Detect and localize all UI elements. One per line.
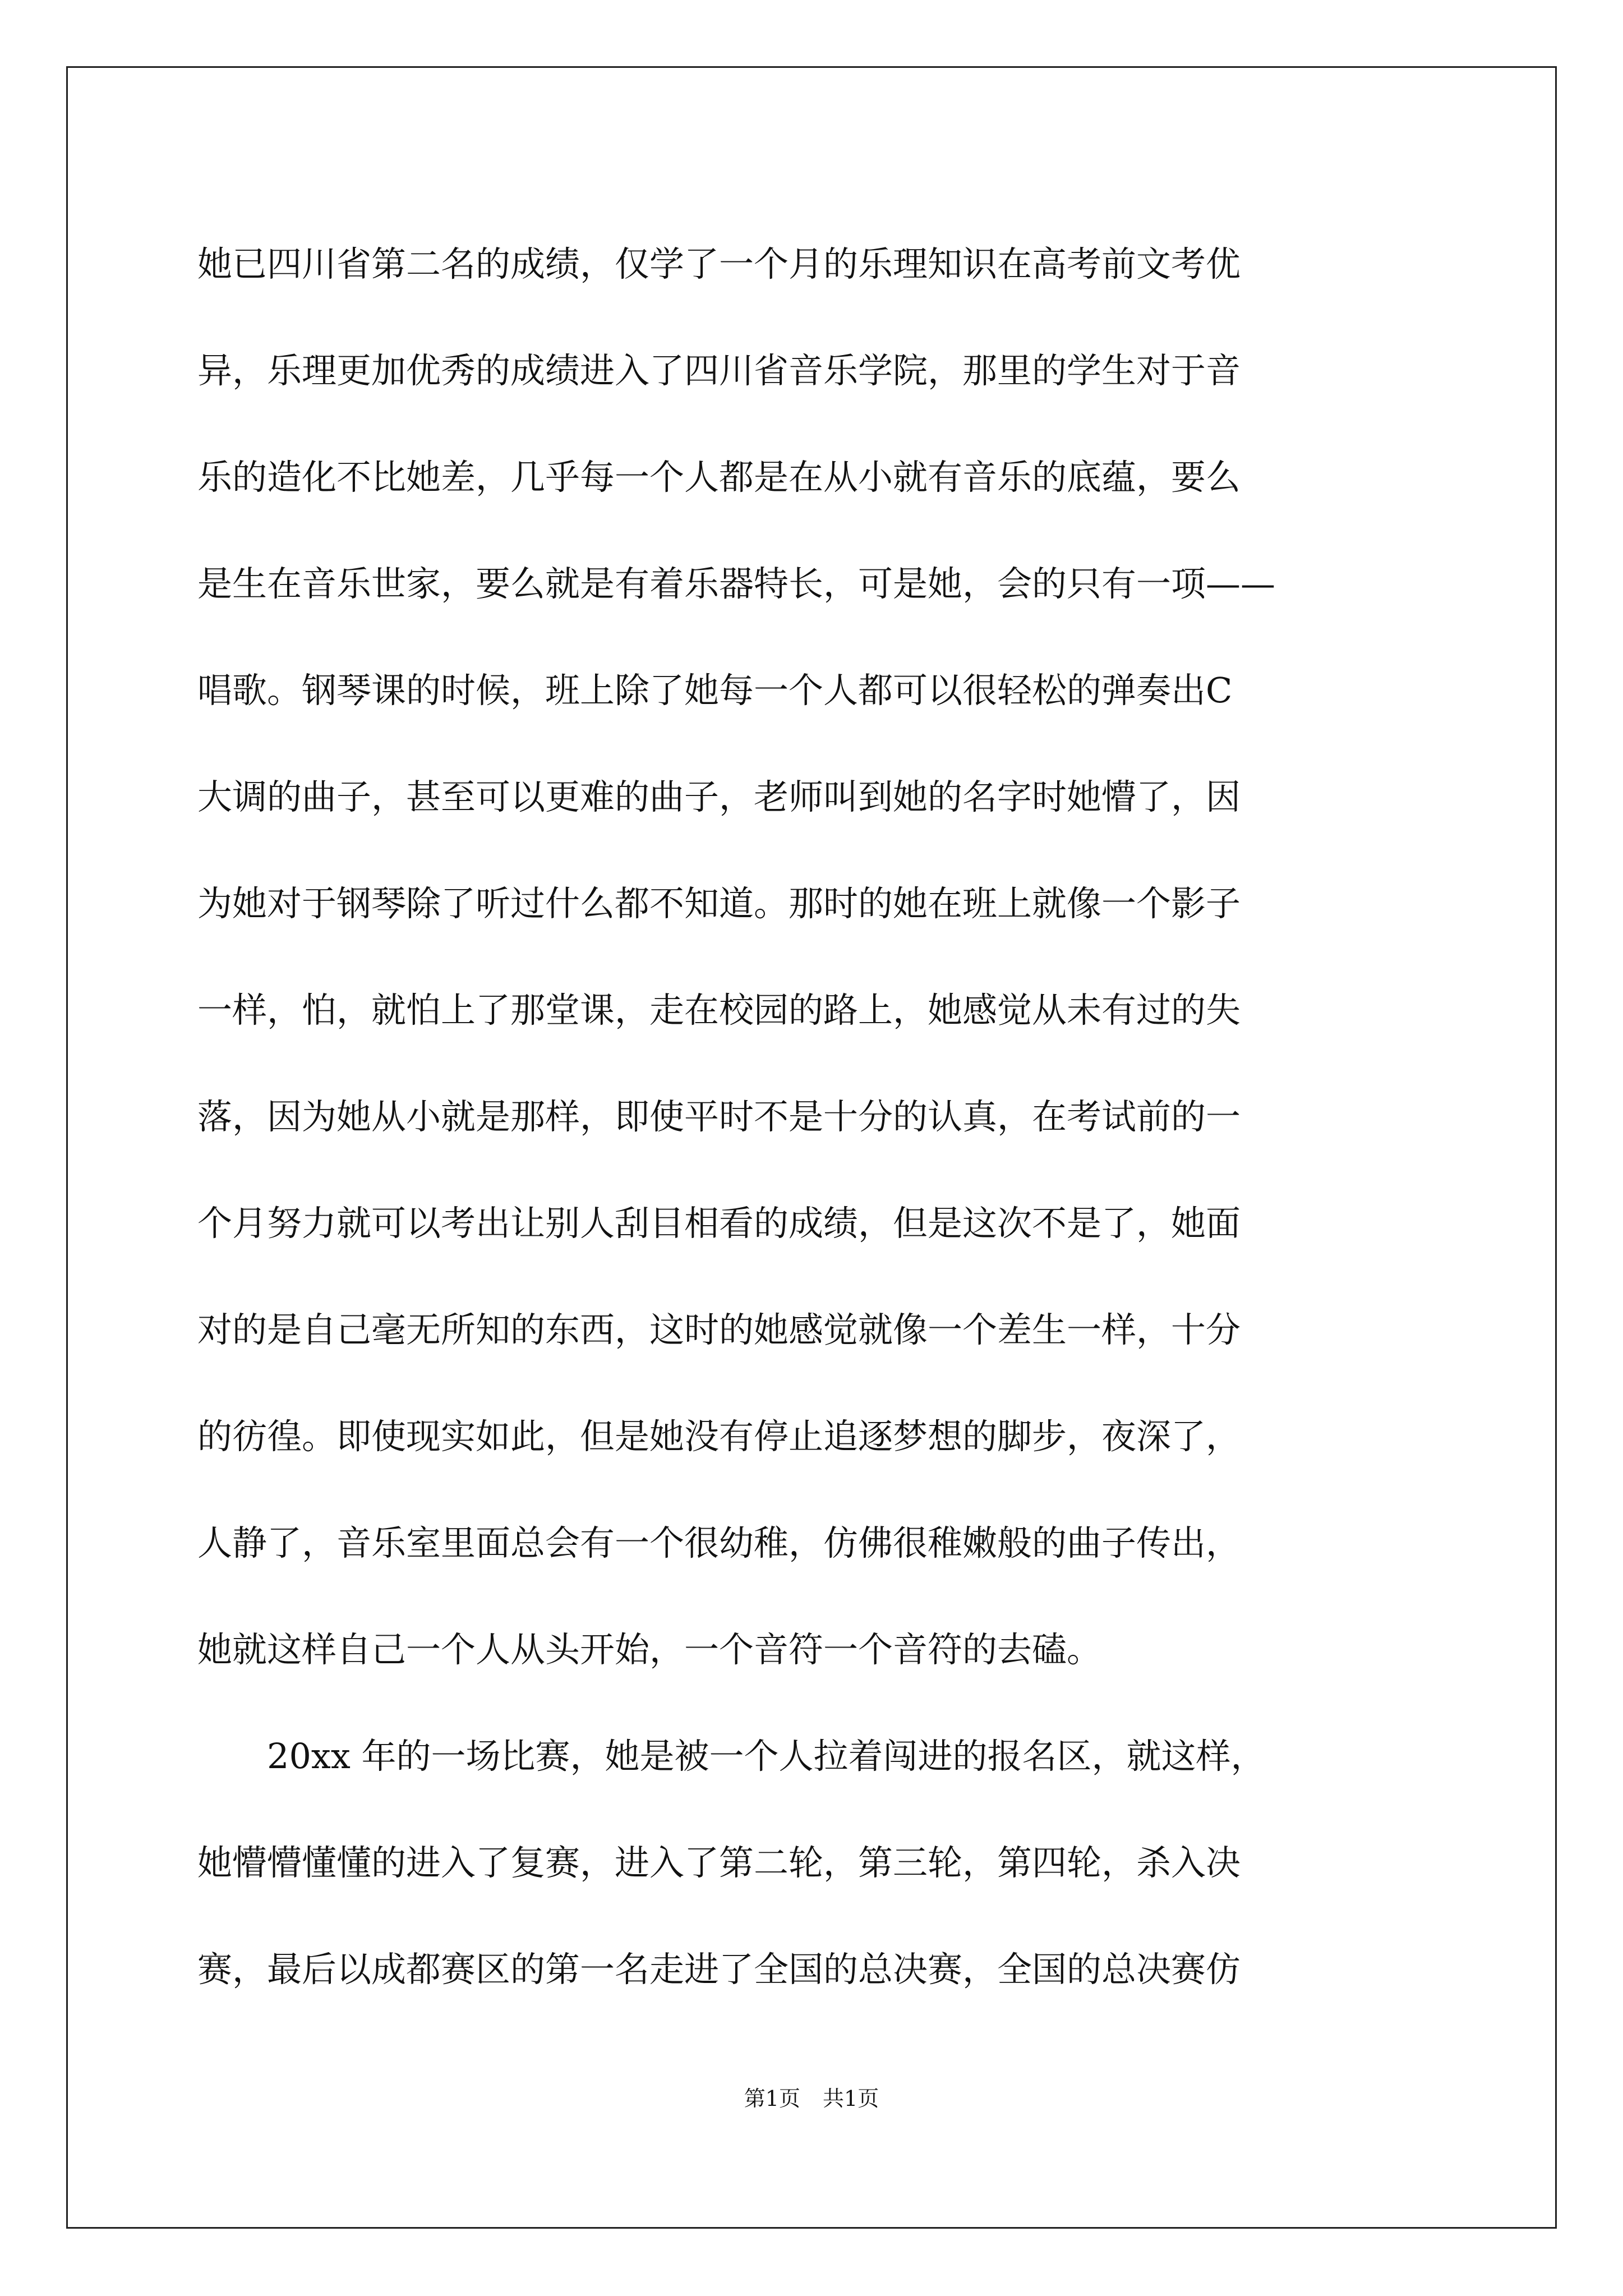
page-footer — [0, 2081, 1623, 2112]
text-line: 她懵懵懂懂的进入了复赛，进入了第二轮，第三轮，第四轮，杀入决 — [197, 1842, 1241, 1883]
text-line: 一样，怕，就怕上了那堂课，走在校园的路上，她感觉从未有过的失 — [197, 990, 1241, 1030]
text-line: 的彷徨。即使现实如此，但是她没有停止追逐梦想的脚步，夜深了， — [197, 1416, 1241, 1457]
text-line: 个月努力就可以考出让别人刮目相看的成绩，但是这次不是了，她面 — [197, 1203, 1241, 1244]
text-line: 为她对于钢琴除了听过什么都不知道。那时的她在班上就像一个影子 — [197, 883, 1241, 924]
document-body — [197, 211, 1444, 2023]
text-line: 她就这样自己一个人从头开始，一个音符一个音符的去磕。 — [197, 1629, 1102, 1670]
page-number: 第1页 — [744, 2086, 800, 2111]
text-line: 唱歌。钢琴课的时候，班上除了她每一个人都可以很轻松的弹奏出C — [197, 670, 1233, 711]
text-line: 落，因为她从小就是那样，即使平时不是十分的认真，在考试前的一 — [197, 1096, 1241, 1137]
text-line: 她已四川省第二名的成绩，仅学了一个月的乐理知识在高考前文考优 — [197, 243, 1241, 284]
text-line: 人静了，音乐室里面总会有一个很幼稚，仿佛很稚嫩般的曲子传出， — [197, 1522, 1241, 1563]
page-total: 共1页 — [823, 2086, 879, 2111]
text-line: 是生在音乐世家，要么就是有着乐器特长，可是她，会的只有一项—— — [197, 563, 1276, 604]
text-line: 赛，最后以成都赛区的第一名走进了全国的总决赛，全国的总决赛仿 — [197, 1949, 1241, 1990]
text-line: 对的是自己毫无所知的东西，这时的她感觉就像一个差生一样，十分 — [197, 1309, 1241, 1350]
text-line: 20xx 年的一场比赛，她是被一个人拉着闯进的报名区，就这样， — [197, 1736, 1266, 1777]
text-line: 乐的造化不比她差，几乎每一个人都是在从小就有音乐的底蕴，要么 — [197, 457, 1241, 498]
text-line: 大调的曲子，甚至可以更难的曲子，老师叫到她的名字时她懵了，因 — [197, 776, 1241, 817]
text-line: 异，乐理更加优秀的成绩进入了四川省音乐学院，那里的学生对于音 — [197, 350, 1241, 391]
